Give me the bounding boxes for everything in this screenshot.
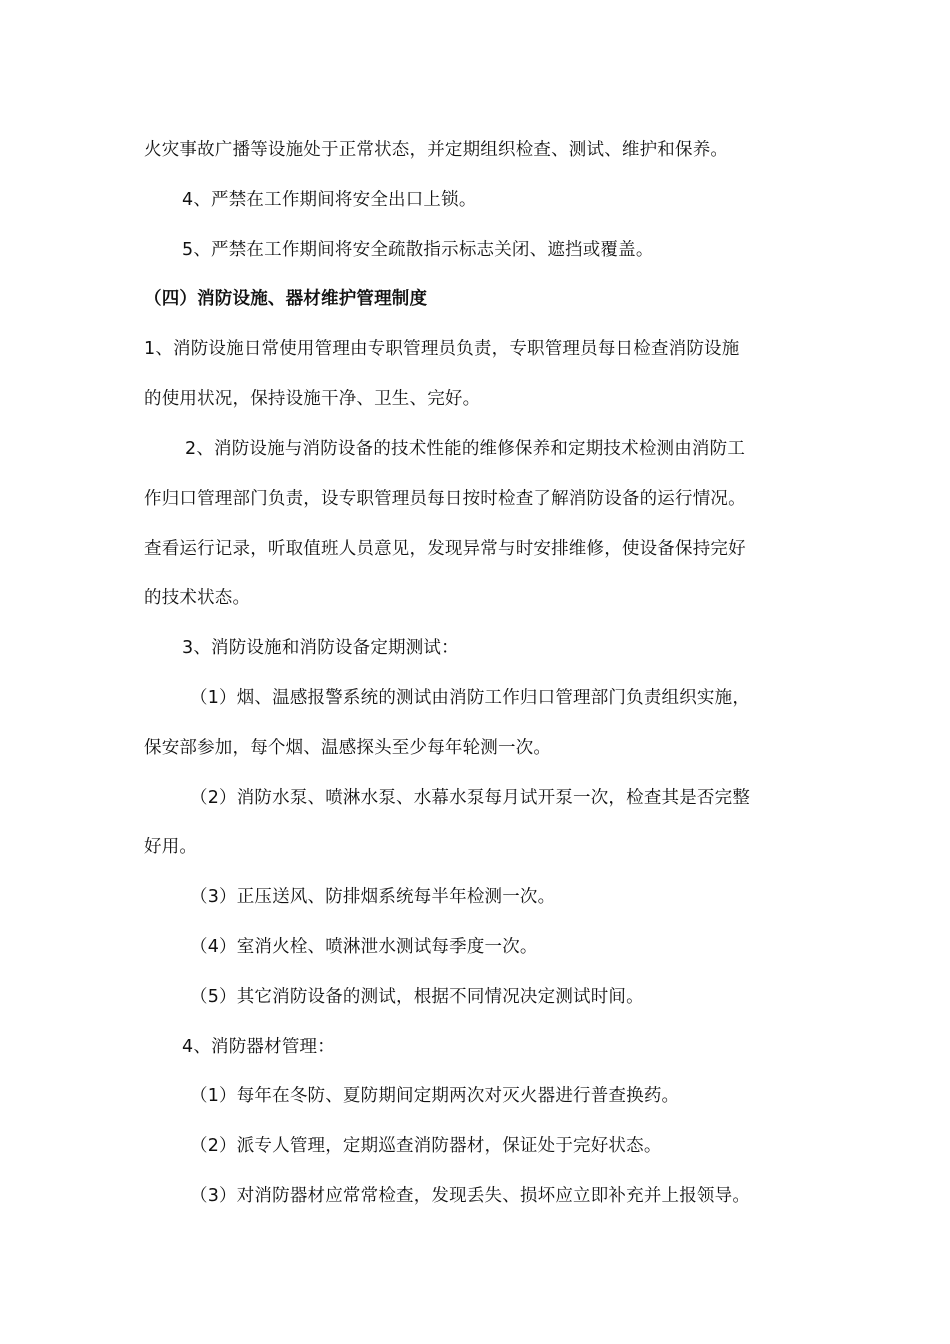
- paragraph-line: 4、消防器材管理：: [182, 1037, 335, 1057]
- paragraph-line: 保安部参加，每个烟、温感探头至少每年轮测一次。: [144, 738, 552, 758]
- paragraph-line: 好用。: [144, 837, 198, 857]
- paragraph-line: （2）消防水泵、喷淋水泵、水幕水泵每月试开泵一次，检查其是否完整: [190, 788, 751, 808]
- paragraph-line: （1）烟、温感报警系统的测试由消防工作归口管理部门负责组织实施，: [190, 688, 751, 708]
- paragraph-line: 3、消防设施和消防设备定期测试：: [182, 638, 459, 658]
- paragraph-line: 2、消防设施与消防设备的技术性能的维修保养和定期技术检测由消防工: [185, 439, 746, 459]
- paragraph-line: 1、消防设施日常使用管理由专职管理员负责，专职管理员每日检查消防设施: [144, 339, 740, 359]
- paragraph-line: （2）派专人管理，定期巡查消防器材，保证处于完好状态。: [190, 1136, 662, 1156]
- paragraph-line: 5、严禁在工作期间将安全疏散指示标志关闭、遮挡或覆盖。: [182, 240, 654, 260]
- paragraph-line: （4）室消火栓、喷淋泄水测试每季度一次。: [190, 937, 538, 957]
- paragraph-line: 的技术状态。: [144, 588, 251, 608]
- paragraph-line: （3）正压送风、防排烟系统每半年检测一次。: [190, 887, 556, 907]
- paragraph-line: （1）每年在冬防、夏防期间定期两次对灭火器进行普查换药。: [190, 1086, 680, 1106]
- paragraph-line: （3）对消防器材应常常检查，发现丢失、损坏应立即补充并上报领导。: [190, 1186, 751, 1206]
- paragraph-line: 作归口管理部门负责，设专职管理员每日按时检查了解消防设备的运行情况。: [144, 489, 746, 509]
- paragraph-line: 4、严禁在工作期间将安全出口上锁。: [182, 190, 477, 210]
- paragraph-line: 查看运行记录，听取值班人员意见，发现异常与时安排维修，使设备保持完好: [144, 539, 746, 559]
- paragraph-line: 的使用状况，保持设施干净、卫生、完好。: [144, 389, 481, 409]
- section-heading: （四）消防设施、器材维护管理制度: [144, 289, 428, 309]
- paragraph-line: 火灾事故广播等设施处于正常状态，并定期组织检查、测试、维护和保养。: [144, 140, 729, 160]
- paragraph-line: （5）其它消防设备的测试，根据不同情况决定测试时间。: [190, 987, 644, 1007]
